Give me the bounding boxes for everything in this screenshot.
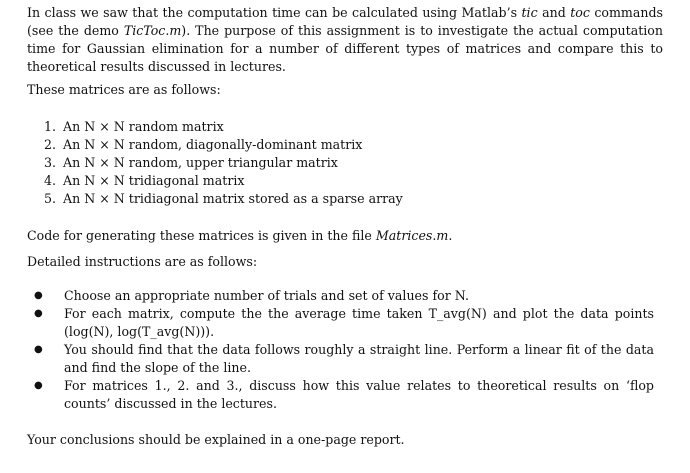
- intro-text-3: ). The purpose of this assignment is to investigate the actual computation time for Gaussian elimination for a number of different types of matrices and compare this to theoretical results discussed in lectures.: [27, 23, 663, 74]
- matrix-item-text: An N × N random, upper triangular matrix: [63, 155, 338, 170]
- instruction-item: [34, 305, 664, 341]
- bullet-icon: ●: [34, 344, 43, 355]
- matrices-file-name: Matrices.m: [375, 228, 449, 243]
- matrix-item-text: An N × N tridiagonal matrix: [63, 173, 245, 188]
- instruction-text: For each matrix, compute the the average time taken T_avg(N) and plot the data points (log(N), log(T_avg(N))).: [64, 306, 654, 339]
- code-paragraph: [27, 227, 452, 245]
- matrix-item: [44, 136, 403, 154]
- matrix-list: [44, 118, 403, 208]
- instruction-item: [34, 341, 664, 377]
- intro-and: and: [537, 5, 571, 20]
- bullet-icon: ●: [34, 380, 43, 391]
- code-text-post: .: [448, 228, 453, 243]
- instructions-intro: Detailed instructions are as follows:: [27, 254, 258, 269]
- matrix-item-number: 3.: [44, 155, 57, 170]
- matrix-item: [44, 172, 403, 190]
- matrix-item-number: 1.: [44, 119, 57, 134]
- intro-paragraph: [27, 4, 663, 76]
- matrix-item-text: An N × N random, diagonally-dominant matrix: [63, 137, 363, 152]
- matrix-item-text: An N × N random matrix: [63, 119, 224, 134]
- instruction-list: [34, 287, 664, 413]
- matrices-intro: These matrices are as follows:: [27, 82, 221, 97]
- instruction-text: Choose an appropriate number of trials and set of values for N.: [64, 288, 469, 303]
- instruction-item: [34, 377, 664, 413]
- tic-command: tic: [521, 5, 538, 20]
- matrix-item-number: 2.: [44, 137, 57, 152]
- bullet-icon: ●: [34, 290, 43, 301]
- intro-text-2: commands (see the demo: [27, 5, 664, 38]
- matrix-item: [44, 190, 403, 208]
- instruction-item: [34, 287, 664, 305]
- toc-command: toc: [570, 5, 590, 20]
- instruction-text: For matrices 1., 2. and 3., discuss how this value relates to theoretical results on ‘flop counts’ discussed in the lectures.: [64, 378, 654, 411]
- matrix-item: [44, 154, 403, 172]
- code-text-pre: Code for generating these matrices is given in the file: [27, 228, 376, 243]
- demo-file-name: TicToc.m: [123, 23, 182, 38]
- bullet-icon: ●: [34, 308, 43, 319]
- matrix-item-number: 4.: [44, 173, 57, 188]
- intro-text-1: In class we saw that the computation time can be calculated using Matlab’s: [27, 5, 522, 20]
- matrix-item-text: An N × N tridiagonal matrix stored as a sparse array: [63, 191, 403, 206]
- conclusion-paragraph: Your conclusions should be explained in a one-page report.: [27, 432, 405, 447]
- matrix-item: [44, 118, 403, 136]
- matrix-item-number: 5.: [44, 191, 57, 206]
- instruction-text: You should find that the data follows roughly a straight line. Perform a linear fit of the data and find the slope of the line.: [64, 342, 654, 375]
